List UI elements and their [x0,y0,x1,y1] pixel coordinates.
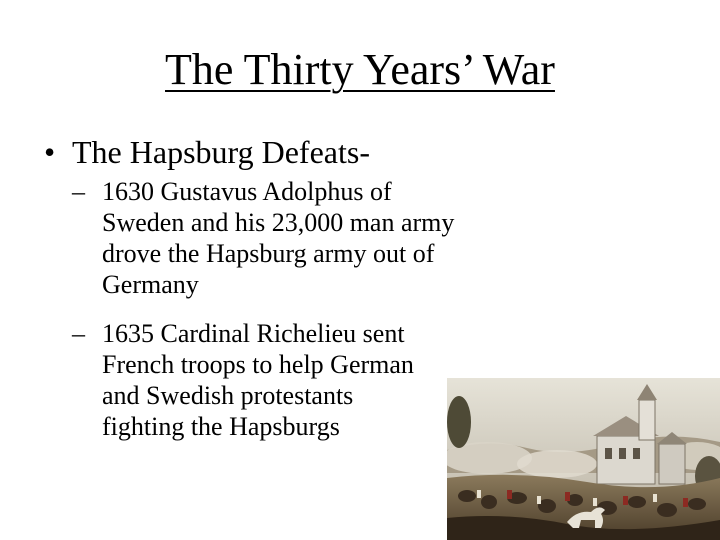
subpoint-dash: – [72,177,85,206]
subpoint-2 [72,318,492,442]
bullet-marker: • [44,134,56,170]
subpoint-line: Sweden and his 23,000 man army [102,208,455,237]
subpoint-line: fighting the Hapsburgs [102,412,340,441]
slide-title [0,44,720,96]
subpoint-line: 1635 Cardinal Richelieu sent [102,319,405,348]
subpoint-1 [72,176,492,300]
bullet-text: The Hapsburg Defeats- [72,134,370,170]
subpoint-line: 1630 Gustavus Adolphus of [102,177,392,206]
bullet-item [44,133,370,171]
battle-painting [447,378,720,540]
subpoint-line: and Swedish protestants [102,381,354,410]
subpoint-line: French troops to help German [102,350,414,379]
subpoint-line: drove the Hapsburg army out of [102,239,435,268]
slide-title-text: The Thirty Years’ War [165,45,555,94]
subpoint-dash: – [72,319,85,348]
subpoint-line: Germany [102,270,199,299]
